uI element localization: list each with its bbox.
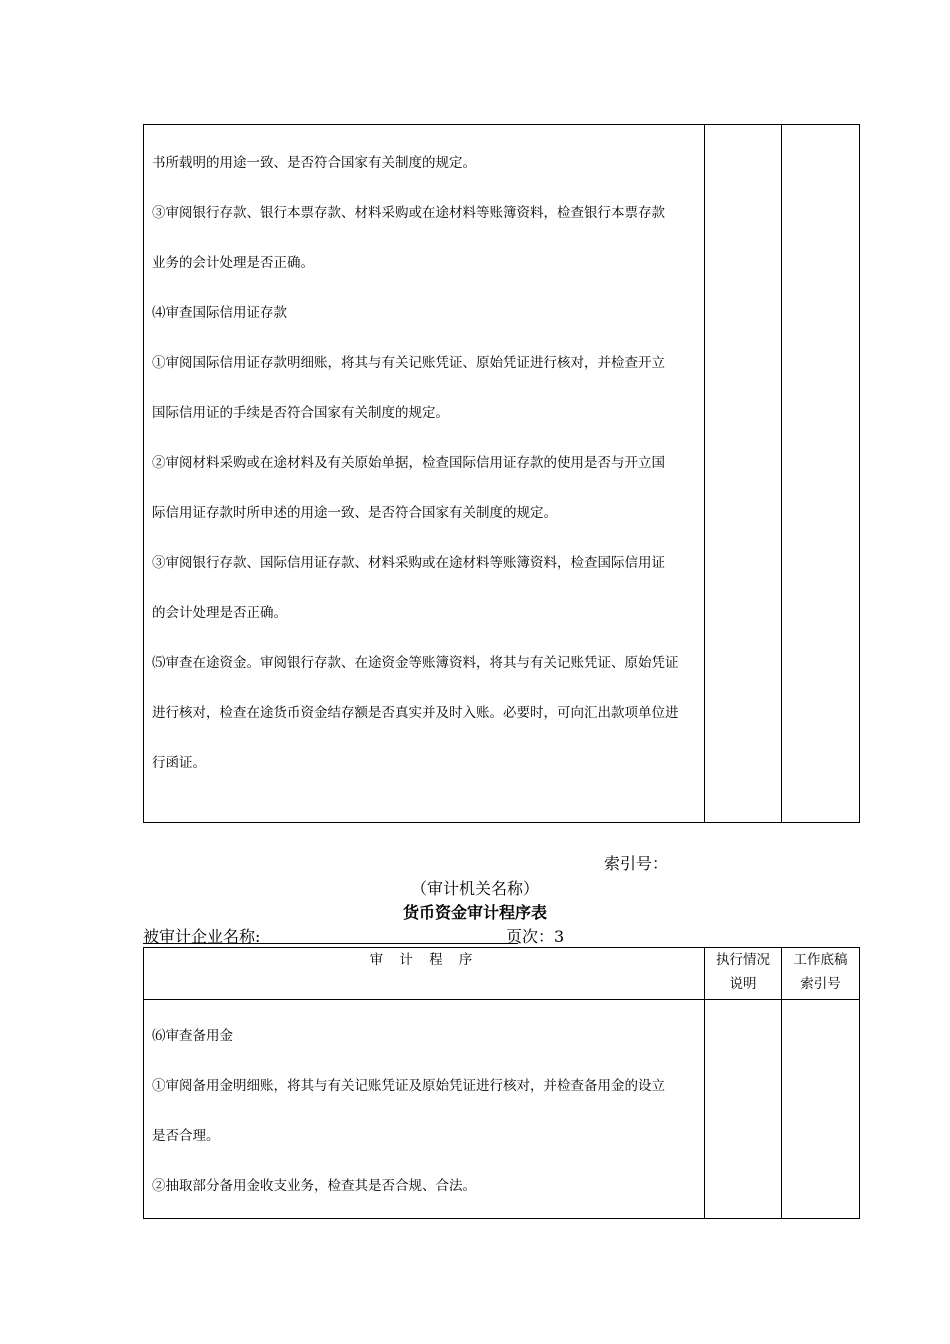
execution-notes-cell [705,125,782,823]
execution-column-label-2: 说明 [729,976,757,992]
page-title: 货币资金审计程序表 [402,903,547,922]
program-line: ③审阅银行存款、国际信用证存款、材料采购或在途材料等账簿资料，检查国际信用证 [152,555,665,571]
program-line: ⑹审查备用金 [152,1028,233,1044]
workpaper-column-label-1: 工作底稿 [793,952,848,968]
program-line: ⑷审查国际信用证存款 [152,305,287,321]
index-number-label: 索引号： [604,854,669,873]
audit-agency-name: （审计机关名称） [410,879,539,898]
bottom-program-cell [144,1000,705,1219]
bottom-program-lines [144,1000,704,1218]
execution-column-header [705,948,782,1000]
execution-column-label-1: 执行情况 [716,952,770,968]
program-line: 际信用证存款时所申述的用途一致、是否符合国家有关制度的规定。 [152,505,557,521]
program-line: 行函证。 [152,755,206,771]
workpaper-index-cell [782,125,860,823]
top-program-cell [144,125,705,823]
program-column-label: 审 计 程 序 [369,952,479,968]
bottom-program-table [143,947,860,1219]
program-column-header [144,948,705,1000]
program-line: ②抽取部分备用金收支业务，检查其是否合规、合法。 [152,1178,476,1194]
program-line: 国际信用证的手续是否符合国家有关制度的规定。 [152,405,449,421]
top-program-lines [144,125,704,795]
audited-company-label: 被审计企业名称: [143,927,261,946]
program-line: ①审阅国际信用证存款明细账，将其与有关记账凭证、原始凭证进行核对，并检查开立 [152,355,665,371]
program-line: 进行核对，检查在途货币资金结存额是否真实并及时入账。必要时，可向汇出款项单位进 [152,705,679,721]
page-number: 页次：3 [506,927,565,946]
program-line: 是否合理。 [152,1128,220,1144]
workpaper-column-header [782,948,860,1000]
program-line: ①审阅备用金明细账，将其与有关记账凭证及原始凭证进行核对，并检查备用金的设立 [152,1078,665,1094]
execution-notes-cell [705,1000,782,1219]
company-name-underline [143,943,518,944]
program-line: 的会计处理是否正确。 [152,605,287,621]
program-line: 业务的会计处理是否正确。 [152,255,314,271]
program-line: ③审阅银行存款、银行本票存款、材料采购或在途材料等账簿资料，检查银行本票存款 [152,205,665,221]
program-line: ②审阅材料采购或在途材料及有关原始单据，检查国际信用证存款的使用是否与开立国 [152,455,665,471]
top-program-table [143,124,860,823]
program-line: ⑸审查在途资金。审阅银行存款、在途资金等账簿资料，将其与有关记账凭证、原始凭证 [152,655,679,671]
workpaper-column-label-2: 索引号 [800,976,841,992]
workpaper-index-cell [782,1000,860,1219]
program-line: 书所载明的用途一致、是否符合国家有关制度的规定。 [152,155,476,171]
